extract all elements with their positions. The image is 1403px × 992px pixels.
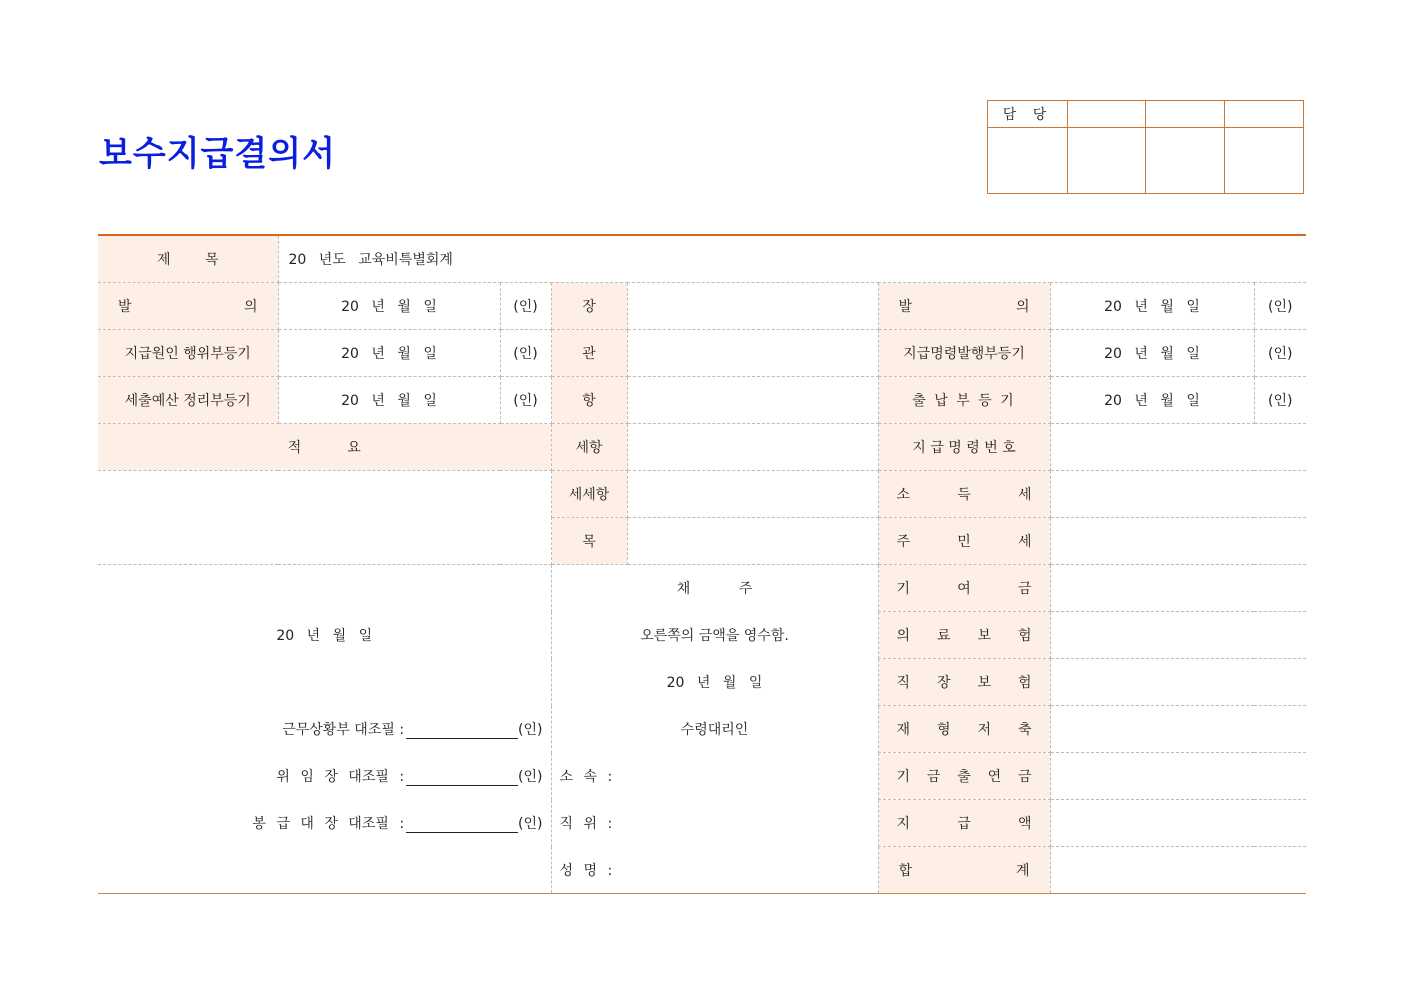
workplace-insurance-value[interactable] [1050,659,1306,706]
sehang-value[interactable] [627,424,878,471]
position-label[interactable]: 직 위 : [551,800,878,847]
approval-cell[interactable] [1146,101,1225,128]
delegation-check: 위 임 장 대조필 : (인) [276,769,543,785]
chulnap-date[interactable]: 20 년 월 일 [1050,377,1254,424]
jang-value[interactable] [627,283,878,330]
payment-order-issue-date[interactable]: 20 년 월 일 [1050,330,1254,377]
medical-insurance-value[interactable] [1050,612,1306,659]
budget-arrange-label: 세출예산 정리부등기 [98,377,278,424]
mok-value[interactable] [627,518,878,565]
approval-label: 담 당 [988,101,1068,128]
signature-line[interactable] [406,724,518,739]
income-tax-label: 소 득 세 [878,471,1050,518]
signature-line[interactable] [406,818,518,833]
proxy-label: 수령대리인 [551,706,878,753]
total-value[interactable] [1050,847,1306,894]
seal: (인) [500,377,551,424]
resident-tax-value[interactable] [1050,518,1306,565]
balui-label-right: 발 의 [878,283,1050,330]
contribution-value[interactable] [1050,565,1306,612]
payment-amount-label: 지 급 액 [878,800,1050,847]
name-label[interactable]: 성 명 : [551,847,878,894]
savings-value[interactable] [1050,706,1306,753]
seal: (인) [1254,330,1306,377]
signature-line[interactable] [406,771,518,786]
page-title: 보수지급결의서 [99,134,336,174]
approval-box [987,100,1304,194]
workplace-insurance-label: 직 장 보 험 [878,659,1050,706]
approval-sign-cell[interactable] [1225,128,1304,194]
total-label: 합 계 [878,847,1050,894]
spacer [98,847,551,894]
payment-order-number-label: 지 급 명 령 번 호 [878,424,1050,471]
subject-value[interactable]: 20 년도 교육비특별회계 [278,235,1306,283]
resolution-form [98,234,1306,894]
approval-cell[interactable] [1068,101,1146,128]
fund-contribution-label: 기 금 출 연 금 [878,753,1050,800]
affiliation-label[interactable]: 소 속 : [551,753,878,800]
seal: (인) [500,283,551,330]
payment-order-issue-label: 지급명령발행부등기 [878,330,1050,377]
subject-label: 제 목 [98,235,278,283]
income-tax-value[interactable] [1050,471,1306,518]
spacer [98,659,551,706]
attendance-check: 근무상황부 대조필 : (인) [282,722,543,738]
approval-sign-cell[interactable] [988,128,1068,194]
savings-label: 재 형 저 축 [878,706,1050,753]
balui-date[interactable]: 20 년 월 일 [278,283,500,330]
approval-cell[interactable] [1225,101,1304,128]
fund-contribution-value[interactable] [1050,753,1306,800]
spacer [98,565,551,612]
mok-label: 목 [551,518,627,565]
receipt-text: 오른쪽의 금액을 영수함. [551,612,878,659]
payment-cause-label: 지급원인 행위부등기 [98,330,278,377]
payment-amount-value[interactable] [1050,800,1306,847]
seal: (인) [500,330,551,377]
sesehang-value[interactable] [627,471,878,518]
summary-content[interactable] [98,471,551,565]
sehang-label: 세항 [551,424,627,471]
payment-cause-date[interactable]: 20 년 월 일 [278,330,500,377]
medical-insurance-label: 의 료 보 험 [878,612,1050,659]
seal: (인) [1254,377,1306,424]
receipt-date[interactable]: 20 년 월 일 [551,659,878,706]
sesehang-label: 세세항 [551,471,627,518]
approval-sign-cell[interactable] [1146,128,1225,194]
gwan-label: 관 [551,330,627,377]
hang-label: 항 [551,377,627,424]
resident-tax-label: 주 민 세 [878,518,1050,565]
contribution-label: 기 여 금 [878,565,1050,612]
budget-arrange-date[interactable]: 20 년 월 일 [278,377,500,424]
balui-label: 발 의 [98,283,278,330]
creditor-label: 채 주 [551,565,878,612]
balui-date-right[interactable]: 20 년 월 일 [1050,283,1254,330]
left-date[interactable]: 20 년 월 일 [276,628,373,644]
approval-sign-cell[interactable] [1068,128,1146,194]
payment-order-number-value[interactable] [1050,424,1306,471]
seal: (인) [1254,283,1306,330]
jang-label: 장 [551,283,627,330]
hang-value[interactable] [627,377,878,424]
gwan-value[interactable] [627,330,878,377]
chulnap-label: 출 납 부 등 기 [878,377,1050,424]
summary-label: 적 요 [98,424,551,471]
salary-ledger-check: 봉 급 대 장 대조필 : (인) [252,816,543,832]
